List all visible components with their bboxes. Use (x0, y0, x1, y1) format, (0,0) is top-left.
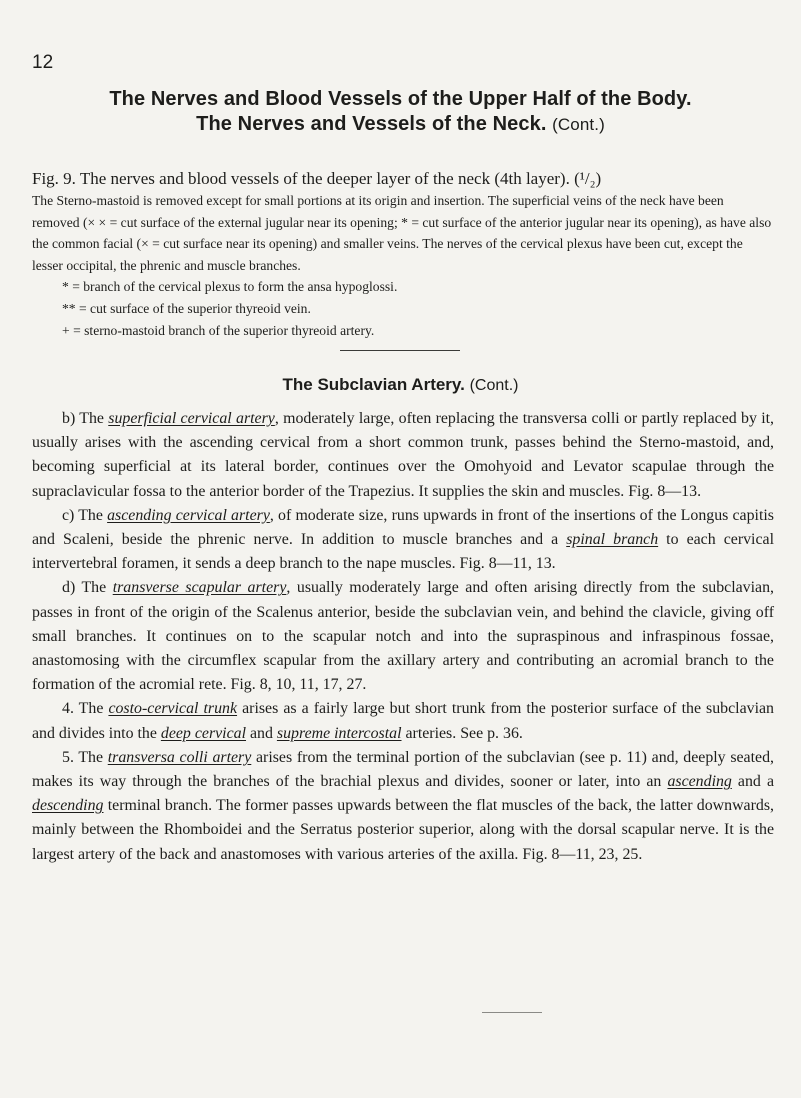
term: descending (32, 797, 104, 815)
text-run: arises from the terminal portion of the subclavian (see p. 11) and, deeply seated, makes its way through the branches of the brachial plexus and divides, sooner or later, into an (32, 748, 774, 791)
text-run: , of moderate size, runs upwards in front of the insertions of the Longus capitis and Scaleni, beside the phrenic nerve. In addition to muscle branches and a (32, 506, 774, 549)
caption-legend-item: * = branch of the cervical plexus to form the ansa hypoglossi. (62, 279, 398, 295)
term: ascending (667, 773, 732, 791)
text-run: and a (731, 773, 774, 791)
caption-legend-item: + = sterno-mastoid branch of the superior thyreoid artery. (62, 322, 375, 338)
term: spinal branch (566, 531, 659, 549)
text-run: 5. The (62, 748, 108, 766)
term: deep cervical (160, 724, 247, 742)
paragraph-ascending-cervical (32, 504, 774, 577)
section-cont: (Cont.) (469, 377, 519, 394)
figure-caption (32, 167, 774, 341)
term: transverse scapular artery (112, 579, 287, 597)
paragraph-superficial-cervical (32, 407, 774, 504)
page-number: 12 (32, 52, 54, 73)
caption-legend-item: ** = cut surface of the superior thyreoid vein. (62, 300, 311, 316)
text-run: 4. The (62, 700, 109, 718)
subtitle-cont: (Cont.) (552, 115, 605, 134)
divider (340, 350, 460, 351)
text-run: and (246, 724, 277, 742)
figure-caption-text: The Sterno-mastoid is removed except for small portions at its origin and insertion. The superficial veins of the neck have been removed (× × = cut surface of the external jugular near its opening; * = cut surface of the anterior jugular near its opening), as have also the common facial (× = cut surface near its opening) and smaller veins. The nerves of the cervical plexus have been cut, except the lesser occipital, the phrenic and muscle branches. (32, 193, 772, 273)
text-run: arises as a fairly large but short trunk from the posterior surface of the subclavian and divides into the (32, 700, 775, 742)
page-subtitle (0, 113, 801, 136)
paragraph-transversa-colli (32, 746, 774, 867)
term: supreme intercostal (276, 724, 402, 742)
text-run: d) The (62, 579, 113, 597)
section-heading (0, 375, 801, 395)
page-title: The Nerves and Blood Vessels of the Upper Half of the Body. (109, 88, 692, 110)
term: costo-cervical trunk (108, 700, 238, 718)
text-run: , usually moderately large and often arising directly from the subclavian, passes in front of the origin of the Scalenus anterior, beside the subclavian vein, and behind the clavicle, giving off small branches. It continues on to the scapular notch and into the supraspinous and infraspinous fossae, anastomosing with the circumflex scapular from the axillary artery and contributing an acromial branch to the formation of the acromial rete. Fig. 8, 10, 11, 17, 27. (32, 579, 774, 694)
text-run: to each cervical intervertebral foramen, it sends a deep branch to the nape muscles. Fig. 8—11, 13. (32, 531, 774, 573)
section-title: The Subclavian Artery. (282, 375, 465, 394)
paragraph-transverse-scapular (32, 576, 774, 697)
paragraph-costo-cervical (32, 697, 774, 745)
figure-caption-title: Fig. 9. The nerves and blood vessels of the deeper layer of the neck (4th layer). (¹/₂) (32, 169, 602, 188)
text-run: b) The (62, 410, 109, 427)
footer-divider (482, 1012, 542, 1013)
term: superficial cervical artery (108, 410, 275, 427)
body-text (32, 407, 774, 867)
term: transversa colli artery (107, 748, 252, 766)
subtitle-main: The Nerves and Vessels of the Neck. (196, 113, 547, 135)
term: ascending cervical artery (107, 506, 270, 524)
text-run: arteries. See p. 36. (401, 724, 523, 742)
text-run: terminal branch. The former passes upwards between the flat muscles of the back, the latter downwards, mainly between the Rhomboidei and the Serratus posterior superior, along with the dorsal scapular nerve. It is the largest artery of the back and anastomoses with various arteries of the axilla. Fig. 8—11, 23, 25. (32, 797, 774, 863)
text-run: c) The (62, 506, 108, 524)
text-run: , moderately large, often replacing the transversa colli or partly replaced by it, usually arises with the ascending cervical from a short common trunk, passes behind the Sterno-mastoid, and, becoming superficial at its lateral border, continues over the Omohyoid and Levator scapulae through the supraclavicular fossa to the anterior border of the Trapezius. It supplies the skin and muscles. Fig. 8—13. (32, 410, 774, 500)
